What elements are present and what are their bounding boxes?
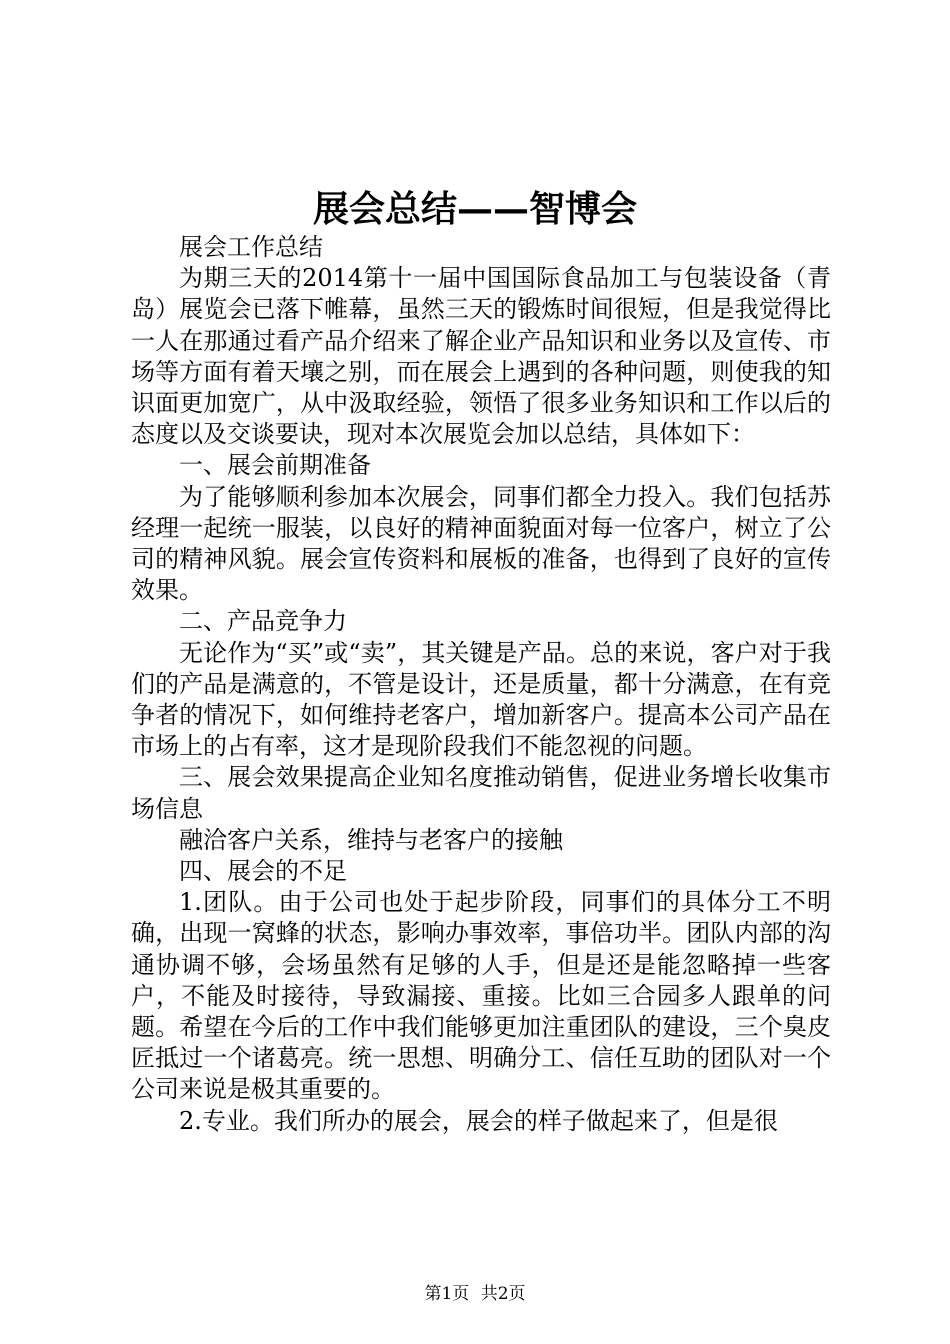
section-heading-shortcomings: 四、展会的不足 xyxy=(179,857,347,886)
section-heading-competitiveness: 二、产品竞争力 xyxy=(179,607,347,636)
section-label: 展会工作总结 xyxy=(179,233,323,261)
effects-paragraph: 融洽客户关系，维持与老客户的接触 xyxy=(179,825,563,854)
section-heading-effects: 三、展会效果提高企业知名度推动销售，促进业务增长收集市场信息 xyxy=(131,763,831,823)
professional-paragraph: 2.专业。我们所办的展会，展会的样子做起来了，但是很 xyxy=(179,1106,778,1135)
page-footer xyxy=(0,1283,950,1305)
page-total: 共2页 xyxy=(480,1284,526,1304)
preparation-paragraph: 为了能够顺利参加本次展会，同事们都全力投入。我们包括苏经理一起统一服装，以良好的精神面貌面对每一位客户，树立了公司的精神风貌。展会宣传资料和展板的准备，也得到了良好的宣传效果。 xyxy=(131,482,831,605)
section-heading-preparation: 一、展会前期准备 xyxy=(179,451,371,480)
document-title: 展会总结——智博会 xyxy=(312,188,637,230)
page-number: 第1页 xyxy=(424,1284,470,1304)
document-body xyxy=(131,232,831,1137)
competitiveness-paragraph: 无论作为“买”或“卖”，其关键是产品。总的来说，客户对于我们的产品是满意的，不管是设计，还是质量，都十分满意，在有竞争者的情况下，如何维持老客户，增加新客户。提高本公司产品在市场上的占有率，这才是现阶段我们不能忽视的问题。 xyxy=(131,638,831,761)
intro-paragraph: 为期三天的2014第十一届中国国际食品加工与包装设备（青岛）展览会已落下帷幕，虽然三天的锻炼时间很短，但是我觉得比一人在那通过看产品介绍来了解企业产品知识和业务以及宣传、市场等方面有着天壤之别，而在展会上遇到的各种问题，则使我的知识面更加宽广，从中汲取经验，领悟了很多业务知识和工作以后的态度以及交谈要诀，现对本次展览会加以总结，具体如下： xyxy=(131,264,831,449)
team-paragraph: 1.团队。由于公司也处于起步阶段，同事们的具体分工不明确，出现一窝蜂的状态，影响办事效率，事倍功半。团队内部的沟通协调不够，会场虽然有足够的人手，但是还是能忽略掉一些客户，不能及时接待，导致漏接、重接。比如三合园多人跟单的问题。希望在今后的工作中我们能够更加注重团队的建设，三个臭皮匠抵过一个诸葛亮。统一思想、明确分工、信任互助的团队对一个公司来说是极其重要的。 xyxy=(131,888,831,1104)
